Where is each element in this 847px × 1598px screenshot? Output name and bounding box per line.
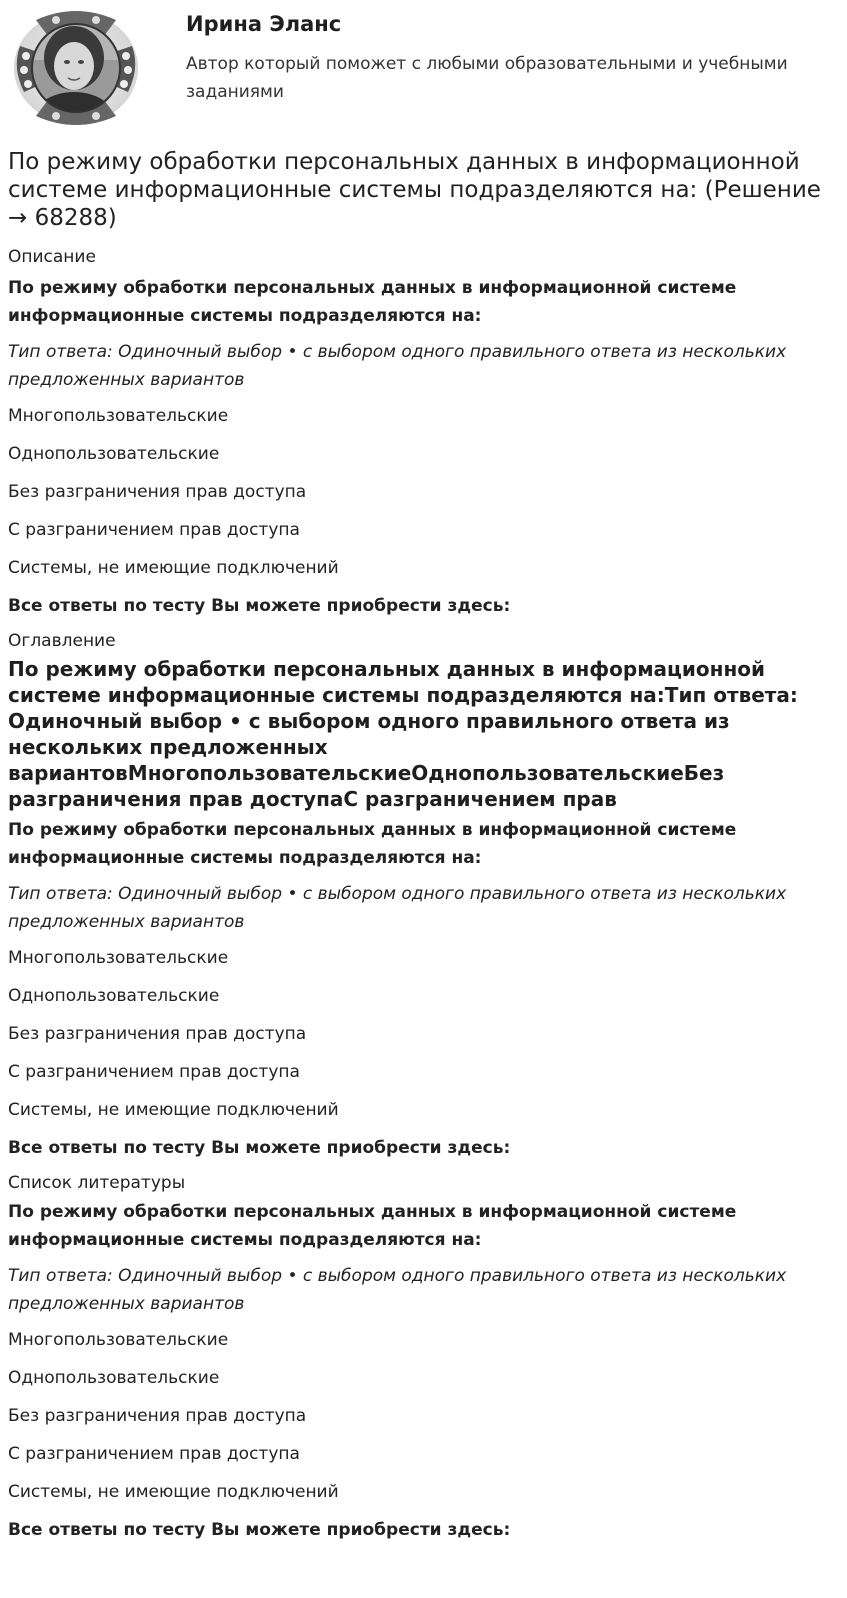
option-item: Многопользовательские bbox=[8, 948, 229, 968]
option-item: Многопользовательские bbox=[8, 406, 229, 426]
toc-heading: По режиму обработки персональных данных в информационной системе информационные системы подразделяются на:Тип ответа: Одиночный выбор • с выбором одного правильного ответа из нескольких предложенных вариантовМногопользовательскиеОднопользовательскиеБез разграничения прав доступаС разграничением прав bbox=[8, 657, 798, 811]
option-item: Многопользовательские bbox=[8, 1330, 229, 1350]
option-item: Однопользовательские bbox=[8, 444, 220, 464]
option-item: Без разграничения прав доступа bbox=[8, 1024, 307, 1044]
section-label-toc: Оглавление bbox=[8, 631, 116, 651]
section-label-description: Описание bbox=[8, 247, 96, 267]
content bbox=[8, 246, 838, 1554]
answer-type: Тип ответа: Одиночный выбор • с выбором одного правильного ответа из нескольких предложенных вариантов bbox=[8, 1266, 787, 1314]
option-item: Однопользовательские bbox=[8, 986, 220, 1006]
description-section bbox=[8, 246, 838, 618]
option-item: С разграничением прав доступа bbox=[8, 1062, 300, 1082]
literature-section bbox=[8, 1172, 838, 1542]
answer-type: Тип ответа: Одиночный выбор • с выбором одного правильного ответа из нескольких предложенных вариантов bbox=[8, 884, 787, 932]
author-name[interactable]: Ирина Эланс bbox=[186, 12, 342, 36]
toc-section bbox=[8, 630, 838, 1160]
buy-answers-text: Все ответы по тесту Вы можете приобрести здесь: bbox=[8, 1520, 511, 1540]
option-item: Системы, не имеющие подключений bbox=[8, 1100, 339, 1120]
option-item: Без разграничения прав доступа bbox=[8, 1406, 307, 1426]
option-item: С разграничением прав доступа bbox=[8, 1444, 300, 1464]
question-text: По режиму обработки персональных данных в информационной системе информационные системы подразделяются на: bbox=[8, 1202, 737, 1250]
option-item: Без разграничения прав доступа bbox=[8, 482, 307, 502]
question-text: По режиму обработки персональных данных в информационной системе информационные системы подразделяются на: bbox=[8, 820, 737, 868]
author-description: Автор который поможет с любыми образовательными и учебными заданиями bbox=[186, 54, 788, 102]
buy-answers-text: Все ответы по тесту Вы можете приобрести здесь: bbox=[8, 1138, 511, 1158]
avatar bbox=[6, 6, 152, 128]
buy-answers-text: Все ответы по тесту Вы можете приобрести здесь: bbox=[8, 596, 511, 616]
option-item: Системы, не имеющие подключений bbox=[8, 558, 339, 578]
page-title: По режиму обработки персональных данных в информационной системе информационные системы подразделяются на: (Решение → 68288) bbox=[8, 149, 821, 231]
option-item: С разграничением прав доступа bbox=[8, 520, 300, 540]
answer-type: Тип ответа: Одиночный выбор • с выбором одного правильного ответа из нескольких предложенных вариантов bbox=[8, 342, 787, 390]
avatar-image bbox=[6, 6, 152, 128]
section-label-literature: Список литературы bbox=[8, 1173, 186, 1193]
question-text: По режиму обработки персональных данных в информационной системе информационные системы подразделяются на: bbox=[8, 278, 737, 326]
author-block bbox=[0, 0, 847, 128]
option-item: Системы, не имеющие подключений bbox=[8, 1482, 339, 1502]
option-item: Однопользовательские bbox=[8, 1368, 220, 1388]
